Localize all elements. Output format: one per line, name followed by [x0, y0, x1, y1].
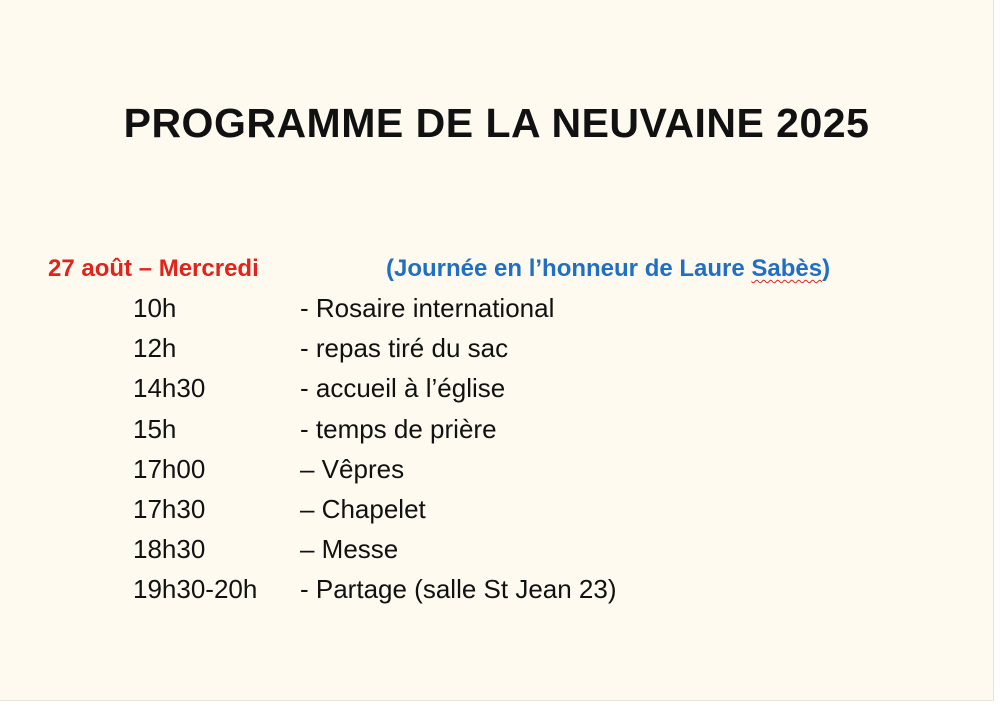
- schedule-time: 12h: [133, 333, 177, 364]
- schedule-time: 18h30: [133, 534, 206, 565]
- spellcheck-flagged-word: Sabès: [751, 255, 823, 282]
- schedule-activity: – Messe: [300, 534, 399, 565]
- schedule-activity: - repas tiré du sac: [300, 333, 509, 364]
- schedule-activity: - Rosaire international: [300, 293, 555, 323]
- schedule-time: 17h00: [133, 453, 206, 484]
- schedule-activity: - accueil à l’église: [300, 373, 506, 404]
- schedule-time: 17h30: [133, 493, 206, 524]
- day-note-text-end: ): [822, 255, 831, 282]
- schedule-time: 19h30-20h: [133, 574, 258, 605]
- schedule-activity: – Chapelet: [300, 493, 426, 524]
- page-title: PROGRAMME DE LA NEUVAINE 2025: [123, 100, 870, 146]
- schedule-activity: - temps de prière: [300, 413, 497, 444]
- schedule-time: 15h: [133, 413, 177, 444]
- day-note: [386, 255, 830, 283]
- day-heading: 27 août – Mercredi: [48, 255, 259, 282]
- schedule-activity: – Vêpres: [300, 453, 405, 484]
- schedule-time: 14h30: [133, 373, 206, 404]
- schedule-time: 10h: [133, 293, 177, 323]
- day-note-text-start: (Journée en l’honneur de Laure: [386, 255, 752, 282]
- schedule-activity: - Partage (salle St Jean 23): [300, 574, 617, 605]
